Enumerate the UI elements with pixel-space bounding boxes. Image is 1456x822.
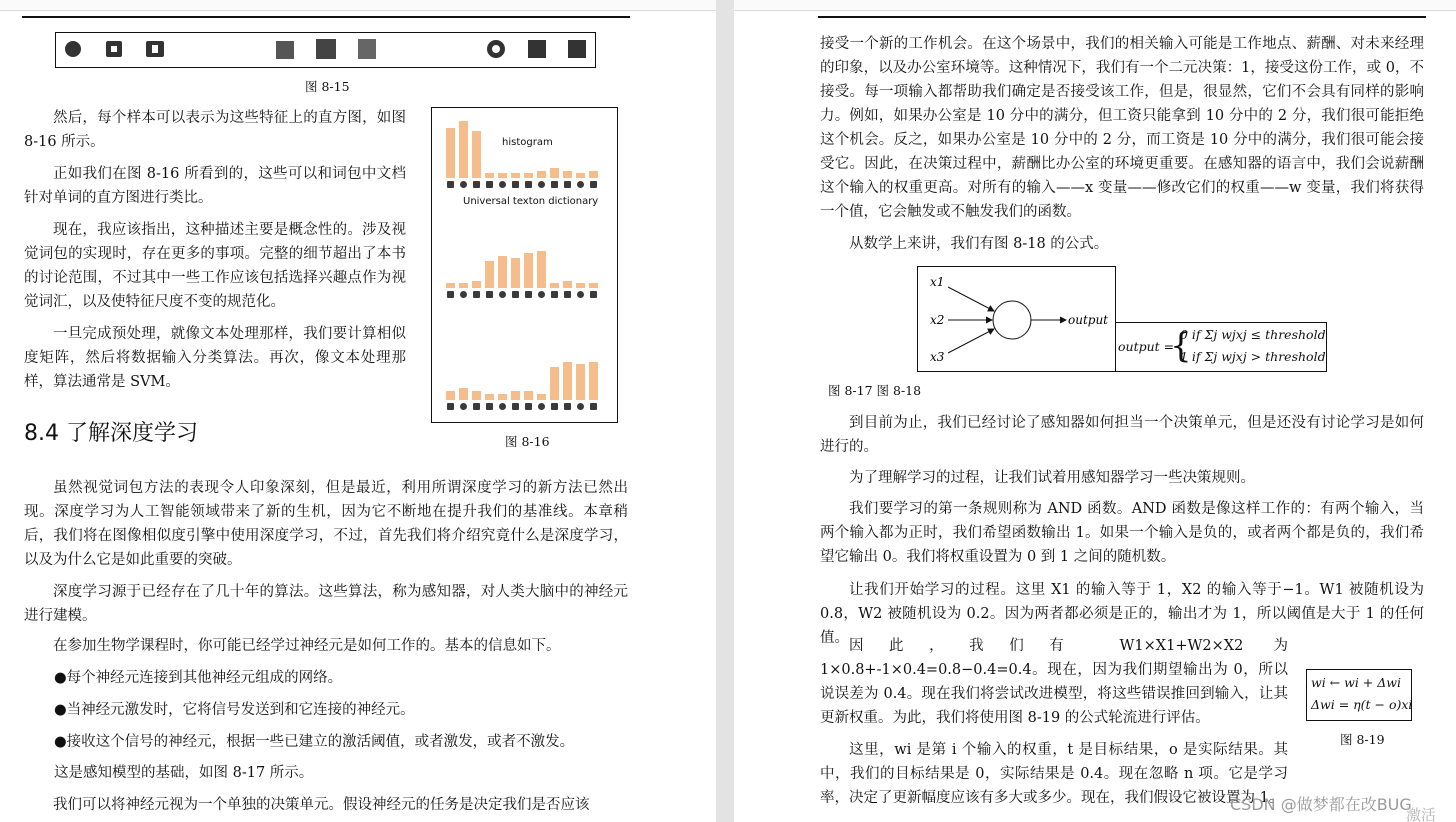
- texton-4: [276, 41, 294, 59]
- histogram-bar: [446, 391, 455, 400]
- fig-8-15-caption: 图 8-15: [305, 79, 350, 94]
- texton-1: [65, 41, 81, 57]
- neuron-node: [993, 301, 1031, 339]
- histogram-bar: [485, 173, 494, 178]
- texton-icon: [590, 291, 597, 298]
- texton-icon: [460, 291, 467, 298]
- histogram-bar: [524, 253, 533, 288]
- paragraph: 到目前为止，我们已经讨论了感知器如何担当一个决策单元，但是还没有讨论学习是如何进行的。: [820, 415, 1424, 455]
- histogram-bar: [550, 283, 559, 288]
- update-equation-2: Δwi = η(t − o)xi: [1311, 697, 1413, 712]
- header-rule: [818, 16, 1426, 18]
- paragraph: 在参加生物学课程时，你可能已经学过神经元是如何工作的。基本的信息如下。: [53, 638, 561, 654]
- figure-8-19-formula: [1306, 669, 1412, 721]
- texton-icon: [577, 291, 584, 298]
- input-edge-3: [948, 329, 994, 353]
- fig-8-16-caption: 图 8-16: [505, 434, 550, 449]
- top-strip: [734, 0, 1456, 11]
- bullet-item: ●当神经元激发时，它将信号发送到和它连接的神经元。: [54, 702, 415, 718]
- histogram-bar: [576, 364, 585, 400]
- texton-8: [528, 40, 546, 58]
- texton-icon: [590, 181, 597, 188]
- histogram-bar: [459, 121, 468, 178]
- histogram-bar: [511, 391, 520, 400]
- texton-icon: [538, 291, 545, 298]
- left-page: [0, 0, 716, 822]
- texton-icon: [460, 403, 467, 410]
- paragraph: 因此，我们有 W1×X1+W2×X2 为 1×0.8+-1×0.4=0.8−0.4=0.4。现在，因为我们期望输出为 0，所以说误差为 0.4。现在我们将尝试改进模型，将这些错误推回到输入，让其更新权重。为此，我们将使用图 8-19 的公式轮流进行评估。: [820, 638, 1288, 726]
- figure-8-17-perceptron: [917, 266, 1116, 372]
- histogram-bar: [563, 362, 572, 400]
- texton-icon: [512, 181, 519, 188]
- texton-icon: [473, 181, 480, 188]
- paragraph: 从数学上来讲，我们有图 8-18 的公式。: [849, 236, 1109, 252]
- texton-icon: [447, 403, 454, 410]
- histogram-bar: [485, 261, 494, 288]
- histogram-bar: [498, 394, 507, 400]
- bullet-item: ●接收这个信号的神经元，根据一些已建立的激活阈值，或者激发，或者不激发。: [54, 734, 575, 750]
- paragraph: 我们可以将神经元视为一个单独的决策单元。假设神经元的任务是决定我们是否应该: [53, 797, 590, 813]
- texton-icon: [590, 403, 597, 410]
- histogram-bar: [511, 258, 520, 288]
- histogram-bar: [576, 283, 585, 288]
- histogram-bar: [589, 283, 598, 288]
- histogram-bar: [498, 173, 507, 178]
- figure-8-16: [431, 107, 618, 423]
- histogram-bar: [550, 367, 559, 400]
- texton-icon: [486, 181, 493, 188]
- paragraph: 让我们开始学习的过程。这里 X1 的输入等于 1，X2 的输入等于−1。W1 被随机设为 0.8，W2 被随机设为 0.2。因为两者都必须是正的，输出才为 1，所以阈值是大于 1 的任何值。: [820, 582, 1424, 646]
- histogram-bar: [550, 168, 559, 178]
- texton-icon: [538, 181, 545, 188]
- texton-icon: [577, 181, 584, 188]
- texton-2-highlight: [111, 46, 117, 52]
- texton-7-highlight: [492, 45, 500, 53]
- histogram-bar: [485, 394, 494, 400]
- input-x2: x2: [930, 313, 945, 327]
- paragraph: 虽然视觉词包方法的表现令人印象深刻，但是最近，利用所谓深度学习的新方法已然出现。深度学习为人工智能领域带来了新的生机，因为它不断地在提升我们的基准线。本章稍后，我们将在图像相似度引擎中使用深度学习，不过，首先我们将介绍究竟什么是深度学习，以及为什么它是如此重要的突破。: [24, 480, 628, 568]
- perceptron-diagram: [918, 267, 1115, 371]
- texton-icon: [473, 403, 480, 410]
- texton-icon: [525, 403, 532, 410]
- texton-icon: [551, 291, 558, 298]
- texton-icon: [512, 403, 519, 410]
- histogram-chart: [432, 108, 617, 422]
- histogram-bar: [472, 281, 481, 288]
- texton-icon: [564, 181, 571, 188]
- brace-icon: {: [1170, 326, 1192, 366]
- right-page: [734, 0, 1456, 822]
- formula-output: output =: [1118, 339, 1175, 354]
- histogram-bar: [524, 173, 533, 178]
- texton-icon: [551, 403, 558, 410]
- histogram-bar: [589, 362, 598, 400]
- texton-strip: [56, 33, 595, 67]
- header-rule: [22, 16, 630, 18]
- histogram-bar: [446, 283, 455, 288]
- texton-icon: [564, 403, 571, 410]
- input-edge-1: [948, 287, 994, 311]
- histogram-bar: [459, 283, 468, 288]
- texton-icon: [473, 291, 480, 298]
- texton-icon: [460, 181, 467, 188]
- histogram-bar: [524, 391, 533, 400]
- histogram-bar: [537, 171, 546, 178]
- texton-icon: [447, 181, 454, 188]
- top-strip: [0, 0, 716, 11]
- histogram-bar: [563, 281, 572, 288]
- texton-icon: [525, 291, 532, 298]
- histogram-bar: [589, 171, 598, 178]
- histogram-bar: [537, 394, 546, 400]
- histogram-bar: [498, 256, 507, 288]
- histogram-bar: [459, 388, 468, 400]
- fig-8-19-caption: 图 8-19: [1340, 732, 1385, 747]
- texton-5: [316, 39, 336, 59]
- paragraph: 接受一个新的工作机会。在这个场景中，我们的相关输入可能是工作地点、薪酬、对未来经理的印象，以及办公室环境等。这种情况下，我们有一个二元决策：1，接受这份工作，或 0，不接受。每一项输入都帮助我们确定是否接受该工作，但是，很显然，它们不会具有同样的影响力。例如，如果办公室是 10 分中的满分，但工资只能拿到 10 分中的 2 分，我们很可能拒绝这个机会。反之，如果办公室是 10 分中的 2 分，而工资是 10 分中的满分，我们很可能会接受它。因此，在决策过程中，薪酬比办公室的环境更重要。在感知器的语言中，我们会说薪酬这个输入的权重更高。对所有的输入——x 变量——修改它们的权重——w 变量，我们将获得一个值，它会触发或不触发我们的函数。: [820, 36, 1424, 220]
- histogram-bar: [537, 251, 546, 288]
- texton-3-highlight: [152, 45, 158, 53]
- activate-watermark: 激活: [1406, 806, 1437, 822]
- histogram-bar: [446, 128, 455, 178]
- histogram-title: histogram: [502, 137, 553, 148]
- histogram-bar: [563, 171, 572, 178]
- paragraph: 这是感知模型的基础，如图 8-17 所示。: [54, 765, 314, 781]
- paragraph: 深度学习源于已经存在了几十年的算法。这些算法，称为感知器，对人类大脑中的神经元进行建模。: [24, 584, 628, 624]
- texton-icon: [551, 181, 558, 188]
- page-gap: [716, 0, 734, 822]
- texton-icon: [512, 291, 519, 298]
- texton-icon: [538, 403, 545, 410]
- fig-8-17-18-caption: 图 8-17 图 8-18: [828, 383, 922, 398]
- texton-icon: [486, 403, 493, 410]
- input-x1: x1: [930, 275, 945, 289]
- histogram-dictionary-label: Universal texton dictionary: [463, 196, 599, 207]
- bullet-item: ●每个神经元连接到其他神经元组成的网络。: [54, 670, 343, 686]
- figure-8-15: [55, 32, 596, 68]
- figure-8-18-formula: [1115, 322, 1327, 372]
- histogram-bar: [472, 131, 481, 178]
- paragraph: 然后，每个样本可以表示为这些特征上的直方图，如图 8-16 所示。: [24, 110, 406, 150]
- histogram-bar: [576, 173, 585, 178]
- texton-icon: [564, 291, 571, 298]
- paragraph: 这里，wi 是第 i 个输入的权重，t 是目标结果，o 是实际结果。其中，我们的目标结果是 0，实际结果是 0.4。现在忽略 n 项。它是学习率，决定了更新幅度应该有多大或多少。现在，我们假设它被设置为 1。: [820, 742, 1288, 806]
- update-equation-1: wi ← wi + Δwi: [1311, 675, 1401, 690]
- texton-icon: [577, 403, 584, 410]
- texton-icon: [499, 181, 506, 188]
- texton-9: [568, 40, 586, 58]
- input-x3: x3: [930, 350, 945, 364]
- histogram-bar: [472, 391, 481, 400]
- texton-6: [358, 39, 376, 59]
- texton-icon: [499, 403, 506, 410]
- texton-icon: [525, 181, 532, 188]
- formula-line-1: 0 if Σj wjxj ≤ threshold: [1180, 327, 1326, 342]
- histogram-bar: [511, 173, 520, 178]
- output-label: output: [1068, 313, 1109, 327]
- formula-line-2: 1 if Σj wjxj > threshold: [1180, 349, 1326, 364]
- csdn-watermark: CSDN @做梦都在改BUG: [1230, 795, 1412, 814]
- paragraph: 为了理解学习的过程，让我们试着用感知器学习一些决策规则。: [849, 470, 1255, 486]
- paragraph: 一旦完成预处理，就像文本处理那样，我们要计算相似度矩阵，然后将数据输入分类算法。再次，像文本处理那样，算法通常是 SVM。: [24, 326, 406, 390]
- texton-icon: [486, 291, 493, 298]
- section-heading: 8.4 了解深度学习: [24, 421, 198, 446]
- texton-icon: [499, 291, 506, 298]
- paragraph: 现在，我应该指出，这种描述主要是概念性的。涉及视觉词包的实现时，存在更多的事项。完整的细节超出了本书的讨论范围，不过其中一些工作应该包括选择兴趣点作为视觉词汇，以及使特征尺度不变的规范化。: [24, 222, 406, 310]
- paragraph: 正如我们在图 8-16 所看到的，这些可以和词包中文档针对单词的直方图进行类比。: [24, 166, 406, 206]
- texton-icon: [447, 291, 454, 298]
- paragraph: 我们要学习的第一条规则称为 AND 函数。AND 函数是像这样工作的：有两个输入，当两个输入都为正时，我们希望函数输出 1。如果一个输入是负的，或者两个都是负的，我们希望它输出 0。我们将权重设置为 0 到 1 之间的随机数。: [820, 501, 1424, 565]
